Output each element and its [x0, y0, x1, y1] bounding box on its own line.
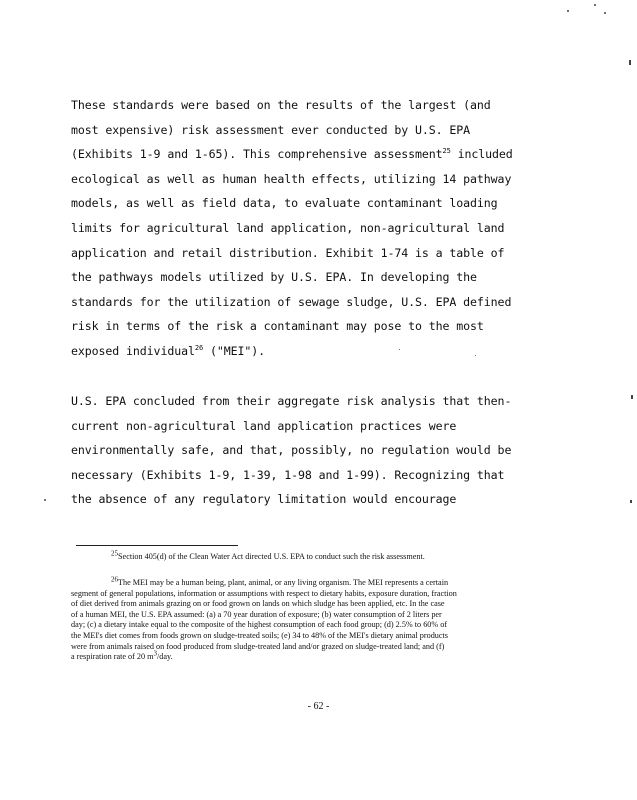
scan-speck	[604, 12, 606, 14]
footnote-text: /day.	[157, 652, 173, 662]
text-line: current non-agricultural land application practices were	[71, 418, 457, 433]
footnote-text: a respiration rate of 20 m	[71, 652, 154, 662]
scan-speck	[399, 349, 400, 350]
text-line: These standards were based on the results of the largest (and	[71, 98, 491, 112]
footnote-line: were from animals raised on food produced from sludge-treated land and/or grazed on sludge-treated land; and (f)	[71, 641, 445, 651]
scan-speck	[567, 10, 569, 12]
footnote-line: of a human MEI, the U.S. EPA assumed: (a) a 70 year duration of exposure; (b) water consumption of 2 liters per	[71, 609, 442, 619]
footnote-line: day; (c) a dietary intake equal to the composite of the highest consumption of each food group; (d) 2.5% to 60% of	[71, 620, 448, 630]
footnote-26	[71, 575, 571, 663]
text-line: most expensive) risk assessment ever conducted by U.S. EPA	[71, 122, 471, 137]
page-number: - 62 -	[307, 701, 330, 712]
text-run: exposed individual	[71, 343, 195, 358]
footnote-line	[71, 575, 571, 589]
text-line: application and retail distribution. Exhibit 1-74 is a table of	[71, 245, 505, 260]
footnote-line	[71, 649, 571, 663]
footnote-marker: 25	[111, 549, 118, 558]
superscript: 3	[153, 649, 158, 658]
scan-speck	[475, 355, 476, 356]
footnote-line	[71, 549, 571, 563]
scan-speck	[631, 395, 633, 399]
text-line: necessary (Exhibits 1-9, 1-39, 1-98 and 1-99). Recognizing that	[71, 467, 505, 482]
text-line	[71, 142, 571, 167]
text-line	[71, 339, 571, 364]
text-line: the absence of any regulatory limitation would encourage	[71, 492, 457, 507]
text-line: standards for the utilization of sewage sludge, U.S. EPA defined	[71, 294, 512, 309]
footnote-text: The MEI may be a human being, plant, animal, or any living organism. The MEI represents a certain	[118, 578, 449, 587]
text-line: limits for agricultural land application, non-agricultural land	[71, 220, 505, 235]
text-run: (Exhibits 1-9 and 1-65). This comprehensive assessment	[71, 147, 443, 162]
text-line: the pathways models utilized by U.S. EPA. In developing the	[71, 270, 477, 285]
footnote-line: the MEI's diet comes from foods grown on sludge-treated soils; (e) 34 to 48% of the MEI's dietary animal products	[71, 630, 448, 640]
footnote-ref-25: 25	[442, 147, 451, 156]
scan-speck	[629, 60, 631, 65]
footnote-divider	[76, 545, 238, 546]
text-line: models, as well as field data, to evaluate contaminant loading	[71, 196, 498, 211]
text-run: included	[450, 147, 513, 162]
paragraph-2	[71, 389, 571, 512]
text-run: ("MEI").	[203, 343, 265, 358]
text-line: environmentally safe, and that, possibly, no regulation would be	[71, 443, 512, 458]
footnote-text: Section 405(d) of the Clean Water Act directed U.S. EPA to conduct such the risk assessment.	[118, 552, 425, 561]
footnote-25	[71, 549, 571, 563]
footnote-line: segment of general populations, information or assumptions with respect to dietary habits, exposure duration, fraction	[71, 588, 457, 598]
text-line: ecological as well as human health effects, utilizing 14 pathway	[71, 171, 512, 186]
text-line: risk in terms of the risk a contaminant may pose to the most	[71, 319, 484, 334]
scan-speck	[594, 4, 596, 6]
footnote-marker: 26	[111, 575, 118, 584]
scan-speck	[630, 500, 632, 503]
scan-speck	[44, 499, 46, 501]
text-line: U.S. EPA concluded from their aggregate risk analysis that then-	[71, 394, 512, 408]
footnote-ref-26: 26	[194, 344, 204, 353]
footnote-line: of diet derived from animals grazing on or food grown on lands on which sludge has been applied, etc. In the case	[71, 599, 445, 609]
paragraph-1	[71, 93, 571, 364]
